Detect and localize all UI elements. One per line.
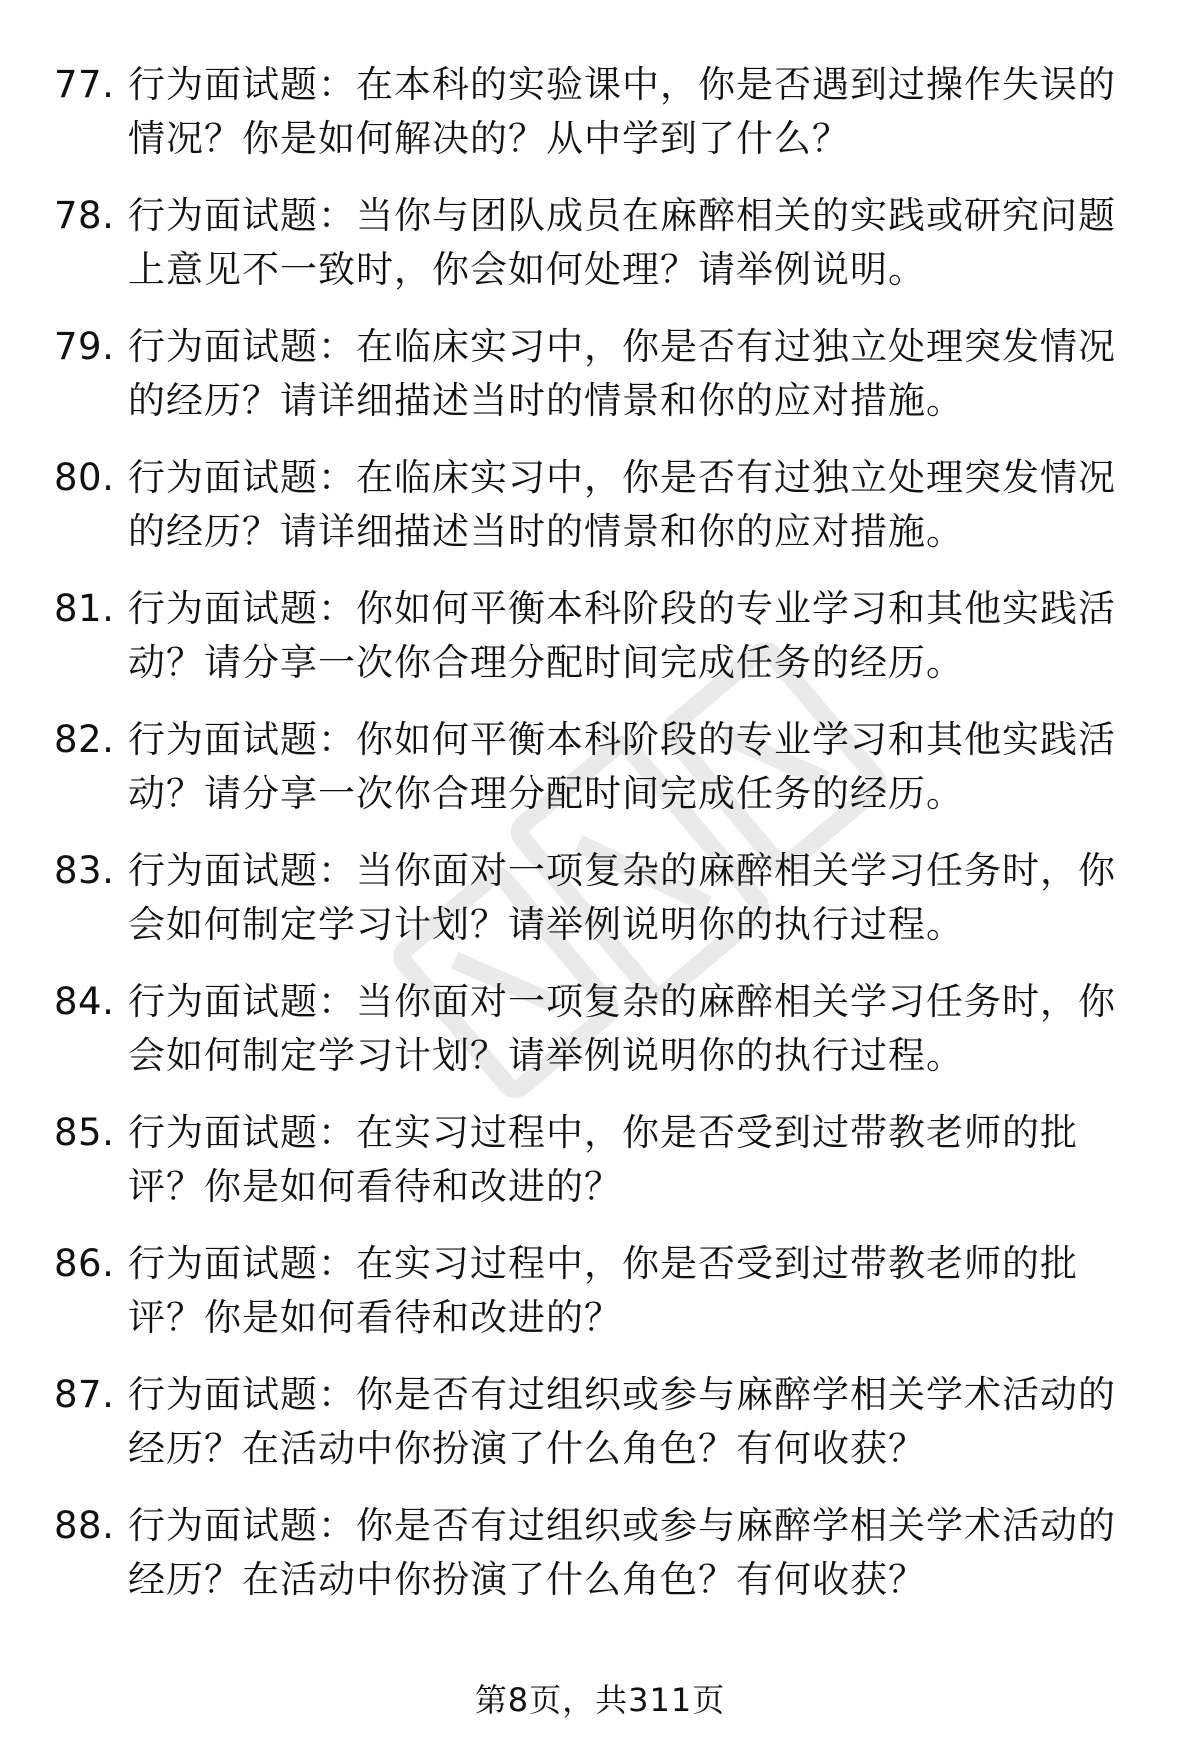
list-item [54,975,1144,1083]
list-item [54,1106,1144,1214]
list-item [54,1499,1144,1607]
list-item [54,1237,1144,1345]
question-text: 行为面试题：在临床实习中，你是否有过独立处理突发情况的经历？请详细描述当时的情景和你的应对措施。 [128,456,1116,553]
question-number: 80. [54,456,115,499]
question-list [54,58,1144,1630]
question-text: 行为面试题：你如何平衡本科阶段的专业学习和其他实践活动？请分享一次你合理分配时间完成任务的经历。 [128,718,1116,815]
page-number: 第8页，共311页 [474,1681,726,1719]
list-item [54,189,1144,297]
question-text: 行为面试题：你是否有过组织或参与麻醉学相关学术活动的经历？在活动中你扮演了什么角色？有何收获？ [128,1373,1116,1470]
question-text: 行为面试题：在实习过程中，你是否受到过带教老师的批评？你是如何看待和改进的？ [128,1111,1078,1208]
question-number: 83. [54,849,115,892]
list-item [54,713,1144,821]
question-text: 行为面试题：当你面对一项复杂的麻醉相关学习任务时，你会如何制定学习计划？请举例说明你的执行过程。 [128,980,1116,1077]
question-number: 85. [54,1111,115,1154]
list-item [54,844,1144,952]
question-number: 84. [54,980,115,1023]
list-item [54,58,1144,166]
question-number: 87. [54,1373,115,1416]
question-number: 86. [54,1242,115,1285]
question-text: 行为面试题：在实习过程中，你是否受到过带教老师的批评？你是如何看待和改进的？ [128,1242,1078,1339]
list-item [54,451,1144,559]
question-number: 81. [54,587,115,630]
question-text: 行为面试题：在本科的实验课中，你是否遇到过操作失误的情况？你是如何解决的？从中学到了什么？ [128,63,1116,160]
question-text: 行为面试题：当你面对一项复杂的麻醉相关学习任务时，你会如何制定学习计划？请举例说明你的执行过程。 [128,849,1116,946]
question-text: 行为面试题：你如何平衡本科阶段的专业学习和其他实践活动？请分享一次你合理分配时间完成任务的经历。 [128,587,1116,684]
list-item [54,320,1144,428]
question-number: 77. [54,63,115,106]
list-item [54,1368,1144,1476]
question-text: 行为面试题：当你与团队成员在麻醉相关的实践或研究问题上意见不一致时，你会如何处理？请举例说明。 [128,194,1116,291]
list-item [54,582,1144,690]
question-number: 82. [54,718,115,761]
question-text: 行为面试题：你是否有过组织或参与麻醉学相关学术活动的经历？在活动中你扮演了什么角色？有何收获？ [128,1504,1116,1601]
question-number: 79. [54,325,115,368]
question-number: 88. [54,1504,115,1547]
question-number: 78. [54,194,115,237]
question-text: 行为面试题：在临床实习中，你是否有过独立处理突发情况的经历？请详细描述当时的情景和你的应对措施。 [128,325,1116,422]
